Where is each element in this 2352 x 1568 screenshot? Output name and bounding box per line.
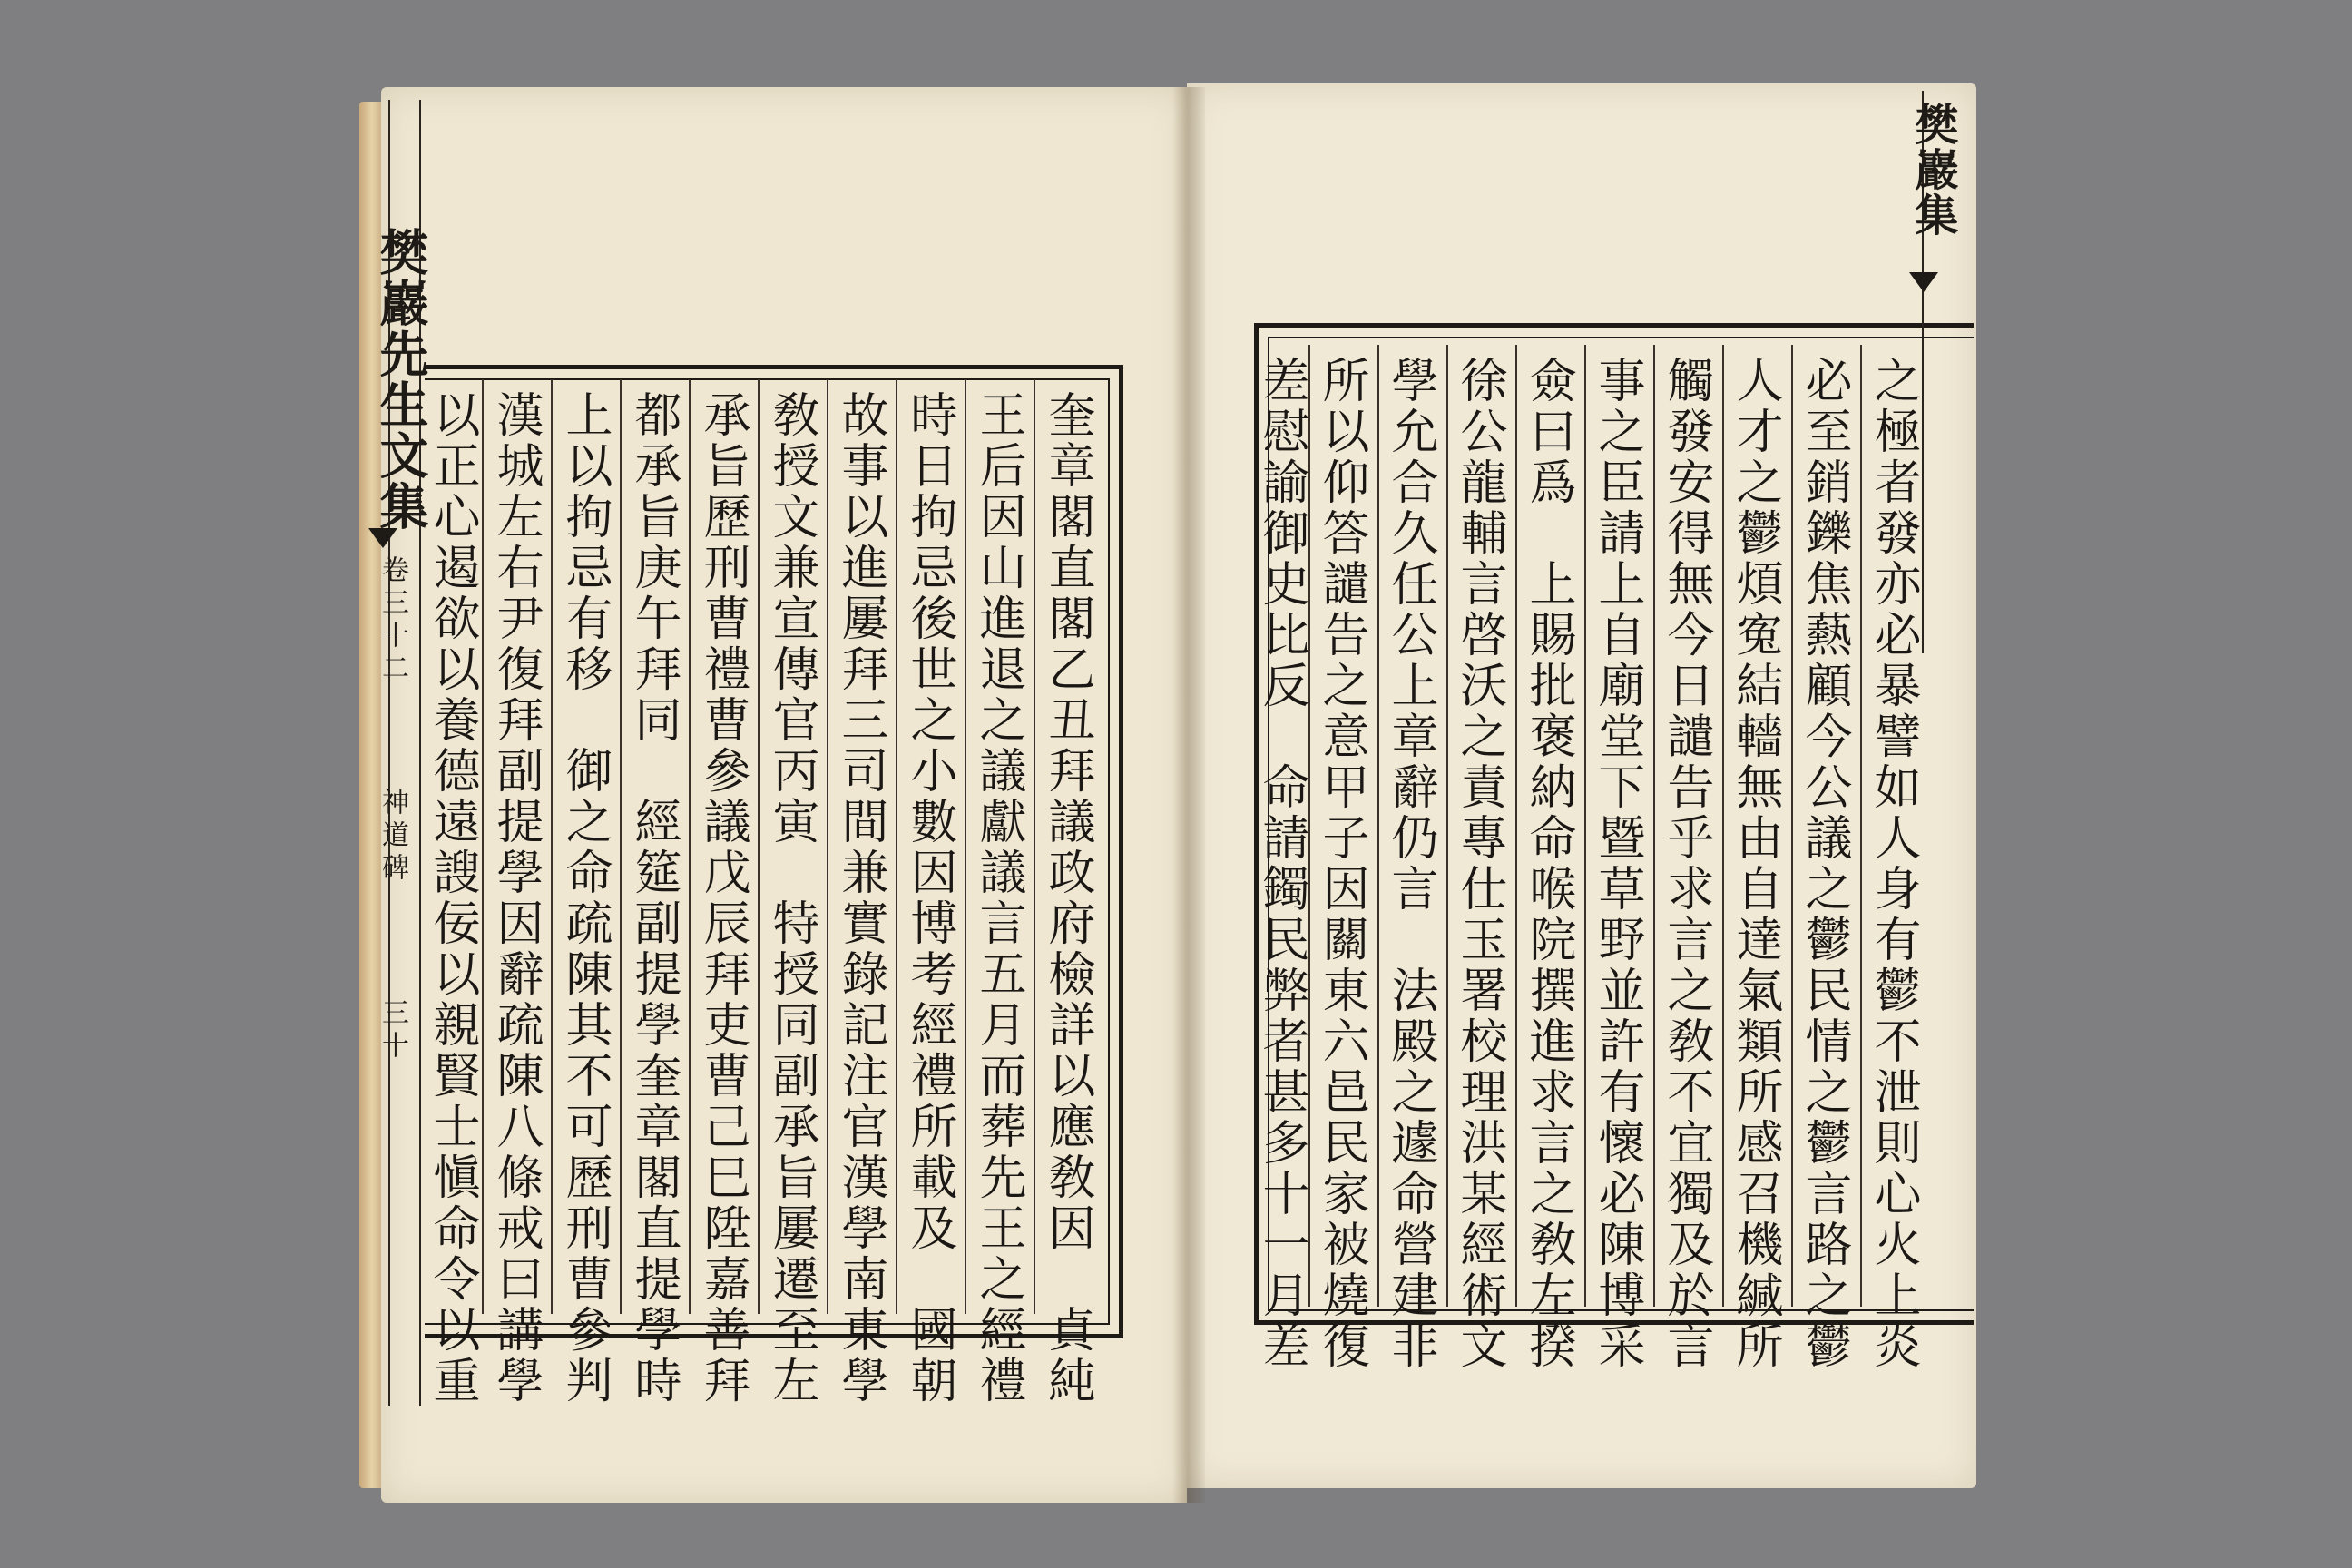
margin-section: 神道碑 <box>377 788 408 886</box>
text-column: 必至銷鑠焦爇顧今公議之鬱民情之鬱言路之鬱 <box>1797 356 1851 1372</box>
margin-book-title: 樊巖集 <box>1907 102 1958 238</box>
text-column: 故事以進屢拜三司間兼實錄記注官漢學南東學 <box>833 390 887 1406</box>
text-column: 王后因山進退之議獻議言五月而葬先王之經禮 <box>971 390 1025 1406</box>
text-column: 徐公龍輔言啓沃之責專仕玉署校理洪某經術文 <box>1452 356 1506 1372</box>
text-column: 都承旨庚午拜同 經筵副提學奎章閣直提學時 <box>626 390 681 1406</box>
fish-tail-mark <box>1909 272 1938 292</box>
text-column: 承旨歷刑曹禮曹參議戊辰拜吏曹己巳陞嘉善拜 <box>695 390 750 1406</box>
text-column: 漢城左右尹復拜副提學因辭疏陳八條戒曰講學 <box>488 390 543 1406</box>
text-column: 敎授文兼宣傳官丙寅 特授同副承旨屢遷至左 <box>764 390 818 1406</box>
text-column: 時日拘忌後世之小數因博考經禮所載及 國朝 <box>902 390 956 1406</box>
text-column: 學允合久任公上章辭仍言 法殿之遽命營建非 <box>1383 356 1437 1372</box>
margin-book-title: 樊巖先生文集 <box>372 227 430 532</box>
book-gutter <box>1172 87 1205 1503</box>
text-column: 以正心遏欲以養德遠謏佞以親賢士愼命令以重 <box>425 390 479 1406</box>
text-column: 觸發安得無今日譴告乎求言之敎不宜獨及於言 <box>1659 356 1713 1372</box>
text-column: 僉曰爲 上賜批褒納命喉院撰進求言之敎左揆 <box>1521 356 1575 1372</box>
text-column: 差慰諭御史比反 命請鐲民弊者甚多十一月差 <box>1254 356 1308 1372</box>
text-column: 之極者發亦必暴譬如人身有鬱不泄則心火上炎 <box>1866 356 1920 1372</box>
text-column: 奎章閣直閣乙丑拜議政府檢詳以應敎因 貞純 <box>1040 390 1094 1406</box>
margin-volume: 卷三十二 <box>377 555 408 686</box>
text-column: 所以仰答譴告之意甲子因關東六邑民家被燒復 <box>1314 356 1368 1372</box>
fish-tail-mark <box>368 528 397 548</box>
text-column: 事之臣請上自廟堂下暨草野並許有懷必陳博采 <box>1590 356 1644 1372</box>
margin-leaf: 三十 <box>377 998 408 1063</box>
text-column: 人才之鬱煩寃結轖無由自達氣類所感召機緘所 <box>1728 356 1782 1372</box>
text-column: 上以拘忌有移 御之命疏陳其不可歷刑曹參判 <box>557 390 612 1406</box>
